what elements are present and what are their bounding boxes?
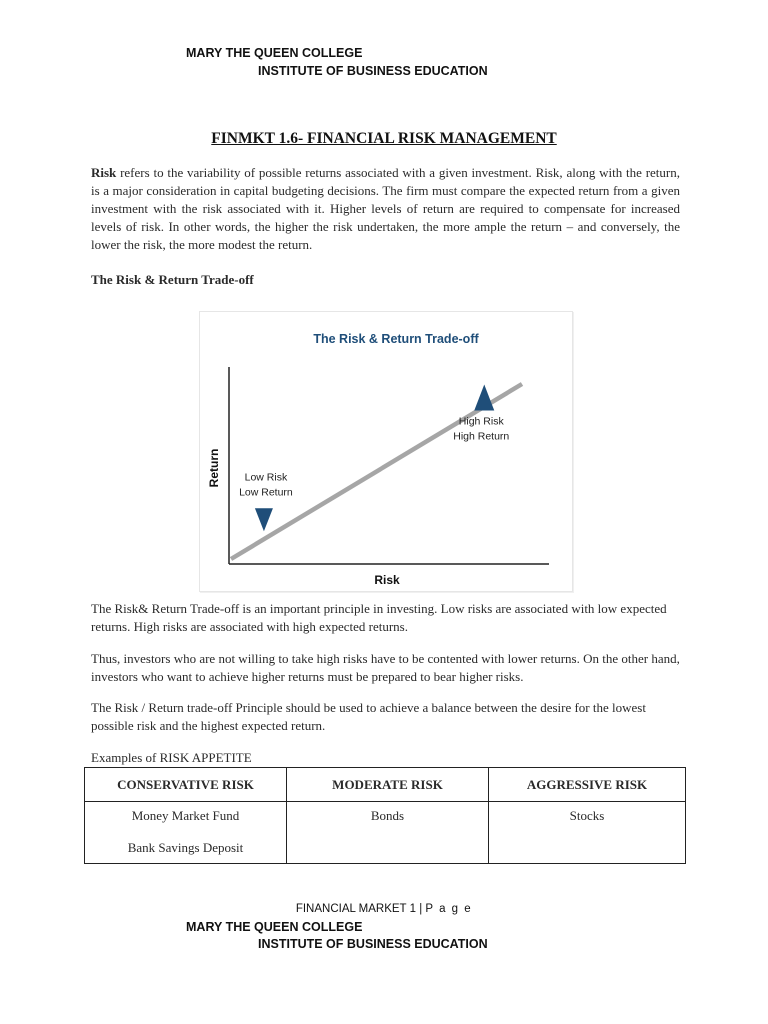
triangle-down-marker (255, 508, 273, 531)
annotation-label: Low Return (239, 486, 293, 499)
footer-college: MARY THE QUEEN COLLEGE (186, 920, 363, 934)
cell-conservative (85, 802, 287, 864)
header-institute: INSTITUTE OF BUSINESS EDUCATION (258, 64, 488, 78)
header-aggressive: AGGRESSIVE RISK (489, 768, 686, 802)
paragraph-3: The Risk / Return trade-off Principle should be used to achieve a balance between the desire for the lowest possible risk and the highest expected return. (91, 700, 646, 733)
footer-page-number: 1 (409, 903, 416, 915)
intro-paragraph (91, 164, 680, 254)
header-moderate: MODERATE RISK (287, 768, 489, 802)
table-header-row (85, 768, 686, 802)
footer-page-word: P a g e (425, 903, 473, 915)
risk-appetite-table (84, 767, 686, 864)
footer-separator: | (419, 903, 423, 915)
cell-moderate (287, 802, 489, 864)
cell-item: Money Market Fund (131, 808, 240, 823)
chart-title: The Risk & Return Trade-off (313, 332, 479, 346)
table-row (85, 802, 686, 864)
annotation-label: Low Risk (244, 471, 288, 484)
header-conservative: CONSERVATIVE RISK (85, 768, 287, 802)
paragraph-1: The Risk& Return Trade-off is an important principle in investing. Low risks are associated with low expected returns. High risks are associated with high expected returns. (91, 601, 667, 634)
intro-text: refers to the variability of possible returns associated with a given investment. Risk, along with the return, is a major consideration in capital budgeting decisions. The firm must compare the expected return from a given investment with the risk associated with it. Higher levels of return are required to compensate for increased levels of risk. In other words, the higher the risk undertaken, the more ample the return – and conversely, the lower the risk, the more modest the return. (91, 165, 680, 252)
footer-institute: INSTITUTE OF BUSINESS EDUCATION (258, 937, 488, 951)
intro-term: Risk (91, 165, 117, 180)
cell-aggressive (489, 802, 686, 864)
cell-item: Bonds (370, 808, 405, 823)
risk-return-chart (199, 311, 573, 592)
page-footer (0, 903, 768, 915)
cell-item: Stocks (569, 808, 605, 823)
chart-svg (200, 312, 572, 591)
annotation-label: High Risk (458, 415, 504, 428)
section-subheading: The Risk & Return Trade-off (91, 272, 254, 287)
annotation-label: High Return (453, 430, 510, 443)
footer-label: FINANCIAL MARKET (295, 903, 407, 915)
examples-label: Examples of RISK APPETITE (91, 750, 252, 765)
header-college: MARY THE QUEEN COLLEGE (186, 46, 363, 60)
triangle-up-marker (474, 385, 494, 411)
x-axis-label: Risk (374, 573, 400, 587)
page-title: FINMKT 1.6- FINANCIAL RISK MANAGEMENT (211, 130, 557, 147)
cell-item: Bank Savings Deposit (127, 840, 244, 855)
y-axis-label: Return (207, 448, 221, 488)
paragraph-2: Thus, investors who are not willing to take high risks have to be contented with lower returns. On the other hand, investors who want to achieve higher returns must be prepared to bear higher risks. (91, 651, 680, 684)
annotations (239, 385, 509, 532)
